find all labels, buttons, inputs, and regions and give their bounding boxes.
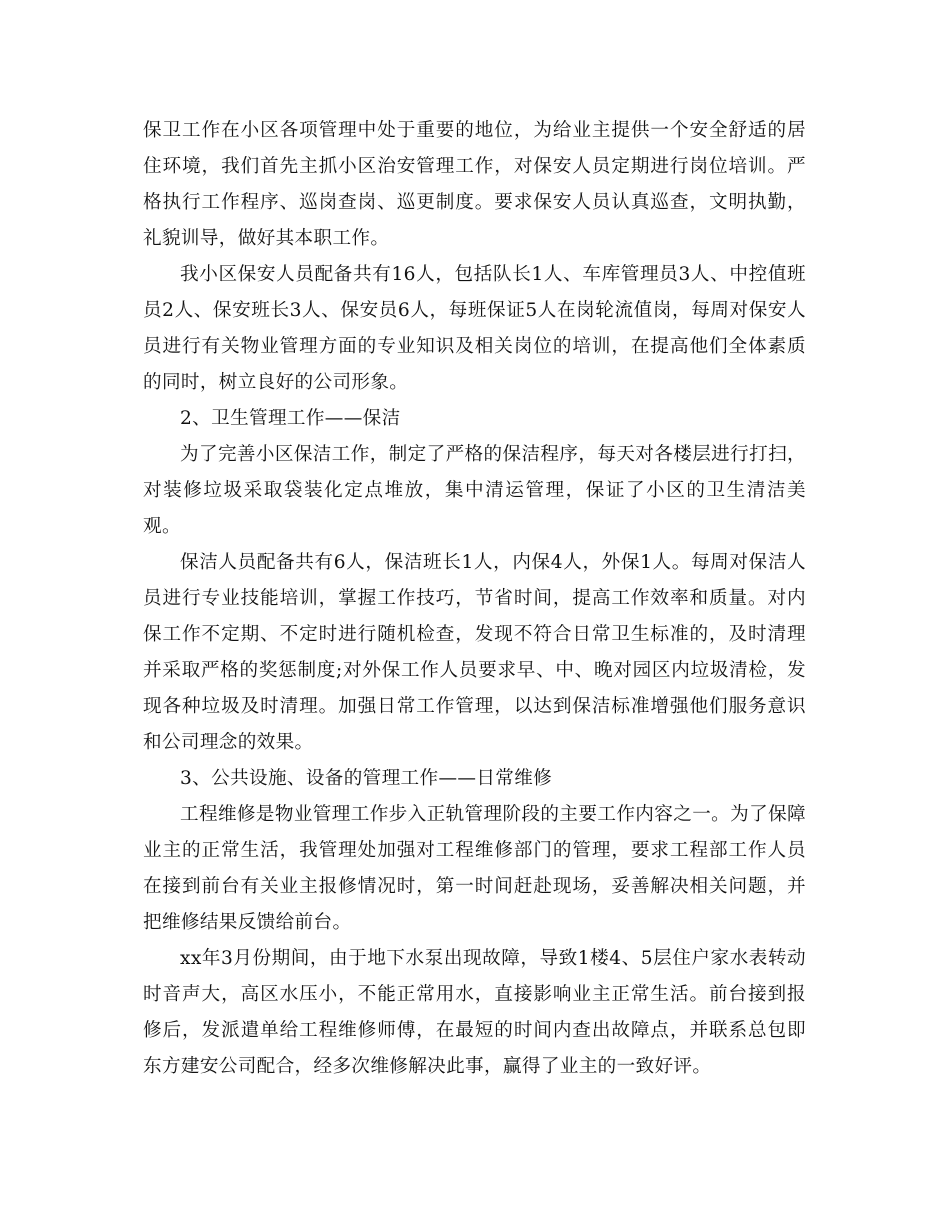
section-heading-maintenance: 3、公共设施、设备的管理工作——日常维修 [180, 768, 553, 789]
paragraph-security-overview: 保卫工作在小区各项管理中处于重要的地位，为给业主提供一个安全舒适的居住环境，我们首先主抓小区治安管理工作，对保安人员定期进行岗位培训。严格执行工作程序、巡岗查岗、巡更制度。要求保安人员认真巡查，文明执勤，礼貌训导，做好其本职工作。 [143, 120, 806, 249]
document-body [143, 113, 806, 1085]
paragraph-maintenance-overview: 工程维修是物业管理工作步入正轨管理阶段的主要工作内容之一。为了保障业主的正常生活，我管理处加强对工程维修部门的管理，要求工程部工作人员在接到前台有关业主报修情况时，第一时间赶赴现场，妥善解决相关问题，并把维修结果反馈给前台。 [143, 804, 806, 933]
paragraph-cleaning-procedure: 为了完善小区保洁工作，制定了严格的保洁程序，每天对各楼层进行打扫，对装修垃圾采取袋装化定点堆放，集中清运管理，保证了小区的卫生清洁美观。 [143, 444, 806, 537]
paragraph-security-staffing: 我小区保安人员配备共有16人，包括队长1人、车库管理员3人、中控值班员2人、保安班长3人、保安员6人，每班保证5人在岗轮流值岗，每周对保安人员进行有关物业管理方面的专业知识及相关岗位的培训，在提高他们全体素质的同时，树立良好的公司形象。 [143, 264, 806, 393]
section-heading-sanitation: 2、卫生管理工作——保洁 [180, 408, 401, 429]
paragraph-maintenance-case: xx年3月份期间，由于地下水泵出现故障，导致1楼4、5层住户家水表转动时音声大，高区水压小，不能正常用水，直接影响业主正常生活。前台接到报修后，发派遣单给工程维修师傅，在最短的时间内查出故障点，并联系总包即东方建安公司配合，经多次维修解决此事，赢得了业主的一致好评。 [143, 948, 806, 1077]
paragraph-cleaning-staffing: 保洁人员配备共有6人，保洁班长1人，内保4人，外保1人。每周对保洁人员进行专业技能培训，掌握工作技巧，节省时间，提高工作效率和质量。对内保工作不定期、不定时进行随机检查，发现不符合日常卫生标准的，及时清理并采取严格的奖惩制度;对外保工作人员要求早、中、晚对园区内垃圾清检，发现各种垃圾及时清理。加强日常工作管理，以达到保洁标准增强他们服务意识和公司理念的效果。 [143, 552, 806, 753]
